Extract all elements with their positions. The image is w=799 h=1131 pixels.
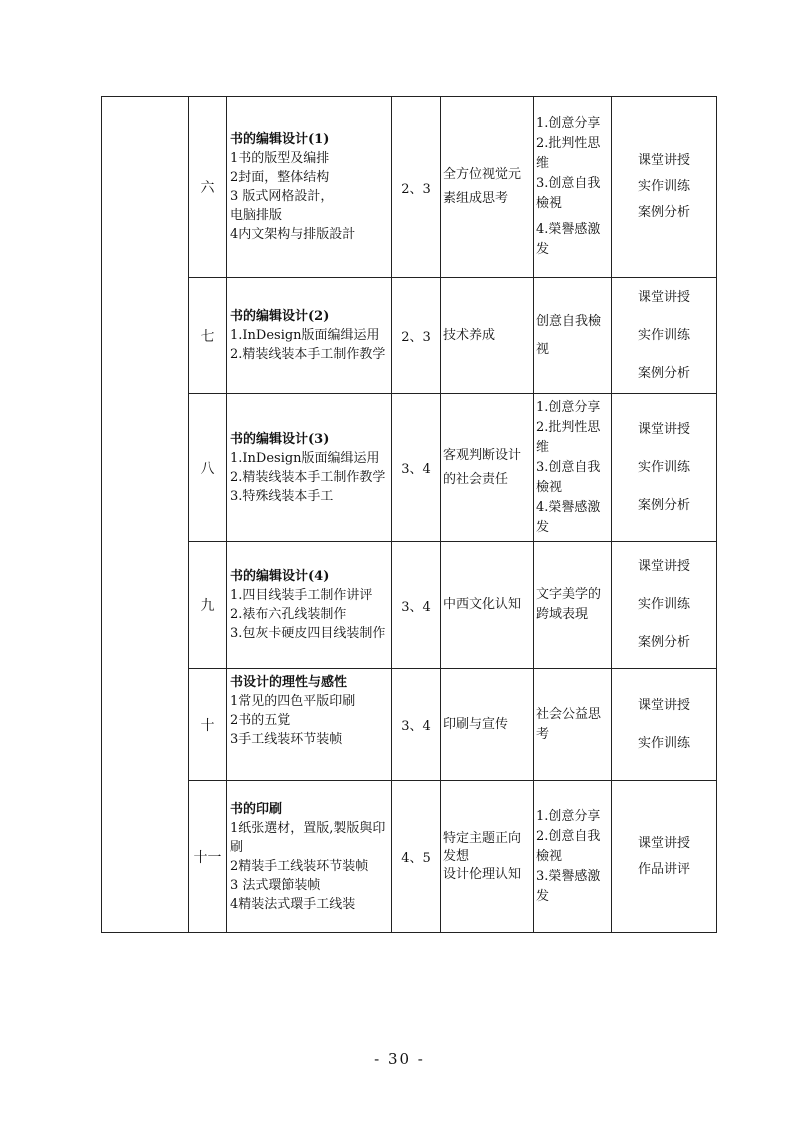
topic-item: 3 版式网格設計，	[230, 189, 334, 204]
topic-item: 1纸张選材，置版,製版與印刷	[230, 820, 386, 855]
week-number: 八	[189, 394, 227, 542]
topic-item: 4精装法式環手工线装	[230, 896, 356, 912]
method-item: 实作训练	[637, 597, 690, 612]
goal-cell: 全方位视觉元素组成思考	[441, 97, 534, 278]
topic-cell	[227, 669, 392, 781]
method-item: 实作训练	[637, 179, 690, 194]
topic-cell	[227, 97, 392, 278]
topic-item: 4内文架构与排版設計	[230, 227, 356, 242]
eval-cell: 社会公益思考	[534, 669, 612, 781]
eval-cell	[534, 97, 612, 278]
topic-item: 3.包灰卡硬皮四目线装制作	[230, 626, 386, 641]
topic-item: 1.InDesign版面编缉运用	[230, 450, 380, 466]
topic-title: 书设计的理性与感性	[230, 675, 348, 690]
topic-title: 书的编辑设计(4)	[230, 569, 330, 584]
syllabus-table	[101, 96, 717, 933]
method-item: 课堂讲授	[637, 559, 690, 574]
topic-cell	[227, 542, 392, 669]
method-cell	[612, 781, 717, 933]
goal-cell: 印刷与宣传	[441, 669, 534, 781]
method-item: 实作训练	[637, 459, 690, 475]
table-row	[102, 781, 717, 933]
topic-item: 2封面，整体结构	[230, 170, 330, 185]
eval-item: 3.创意自我檢視	[536, 176, 601, 211]
topic-item: 3.特殊线装本手工	[230, 488, 334, 504]
method-item: 案例分析	[637, 365, 690, 381]
method-cell	[612, 394, 717, 542]
method-item: 实作训练	[637, 327, 690, 343]
eval-cell	[534, 781, 612, 933]
table-row	[102, 669, 717, 781]
blank-column	[102, 97, 189, 933]
topic-item: 1书的版型及编排	[230, 151, 330, 166]
eval-item: 3.创意自我檢视	[536, 459, 601, 495]
goal-item: 特定主题正向发想	[443, 830, 522, 864]
topic-item: 电脑排版	[230, 208, 283, 223]
topic-cell	[227, 278, 392, 394]
topic-item: 2.精装线装本手工制作教学	[230, 347, 386, 362]
method-item: 课堂讲授	[637, 835, 690, 851]
hours-cell: 2、3	[392, 278, 441, 394]
topic-item: 2书的五覚	[230, 713, 291, 728]
topic-item: 2精装手工线装环节装帧	[230, 858, 369, 874]
method-item: 案例分析	[637, 205, 690, 220]
hours-cell: 3、4	[392, 542, 441, 669]
topic-item: 2.裱布六孔线装制作	[230, 607, 347, 622]
method-item: 课堂讲授	[637, 421, 690, 437]
week-number: 十一	[189, 781, 227, 933]
goal-cell: 技术养成	[441, 278, 534, 394]
method-item: 案例分析	[637, 635, 690, 650]
method-item: 课堂讲授	[637, 289, 690, 305]
topic-item: 1.InDesign版面编缉运用	[230, 328, 380, 343]
method-item: 实作训练	[637, 735, 690, 751]
method-item: 课堂讲授	[637, 153, 690, 168]
topic-item: 3手工线装环节装帧	[230, 732, 343, 747]
goal-cell: 中西文化认知	[441, 542, 534, 669]
goal-item: 设计伦理认知	[443, 866, 522, 882]
topic-title: 书的编辑设计(1)	[230, 132, 330, 147]
method-cell	[612, 97, 717, 278]
table-row	[102, 542, 717, 669]
method-item: 课堂讲授	[637, 697, 690, 713]
eval-cell: 文字美学的跨域表現	[534, 542, 612, 669]
topic-item: 1常见的四色平版印刷	[230, 694, 356, 709]
topic-cell	[227, 781, 392, 933]
hours-cell: 3、4	[392, 394, 441, 542]
eval-item: 2.批判性思维	[536, 136, 601, 171]
eval-item: 1.创意分享	[536, 808, 601, 824]
week-number: 九	[189, 542, 227, 669]
eval-cell: 创意自我檢视	[534, 278, 612, 394]
eval-item: 1.创意分享	[536, 116, 601, 131]
eval-item: 4.榮譽感激发	[536, 222, 601, 257]
method-cell	[612, 542, 717, 669]
topic-item: 3 法式環節装帧	[230, 877, 321, 893]
week-number: 十	[189, 669, 227, 781]
topic-title: 书的印刷	[230, 801, 283, 817]
hours-cell: 2、3	[392, 97, 441, 278]
topic-title: 书的编辑设计(2)	[230, 309, 330, 324]
eval-item: 2.创意自我檢视	[536, 828, 601, 864]
topic-item: 2.精装线装本手工制作教学	[230, 469, 386, 485]
hours-cell: 3、4	[392, 669, 441, 781]
week-number: 六	[189, 97, 227, 278]
eval-cell	[534, 394, 612, 542]
table-row	[102, 97, 717, 278]
method-cell	[612, 278, 717, 394]
page-number: - 30 -	[374, 1050, 425, 1068]
topic-item: 1.四目线装手工制作讲评	[230, 588, 373, 603]
table-row	[102, 278, 717, 394]
hours-cell: 4、5	[392, 781, 441, 933]
topic-cell	[227, 394, 392, 542]
topic-title: 书的编辑设计(3)	[230, 431, 330, 447]
method-item: 作品讲评	[637, 861, 690, 877]
eval-item: 4.榮譽感激发	[536, 499, 601, 535]
table-row	[102, 394, 717, 542]
goal-cell: 客观判断设计的社会责任	[441, 394, 534, 542]
eval-item: 3.榮譽感激发	[536, 868, 601, 904]
method-cell	[612, 669, 717, 781]
goal-cell	[441, 781, 534, 933]
method-item: 案例分析	[637, 497, 690, 513]
week-number: 七	[189, 278, 227, 394]
eval-item: 1.创意分享	[536, 399, 601, 415]
eval-item: 2.批判性思维	[536, 419, 601, 455]
